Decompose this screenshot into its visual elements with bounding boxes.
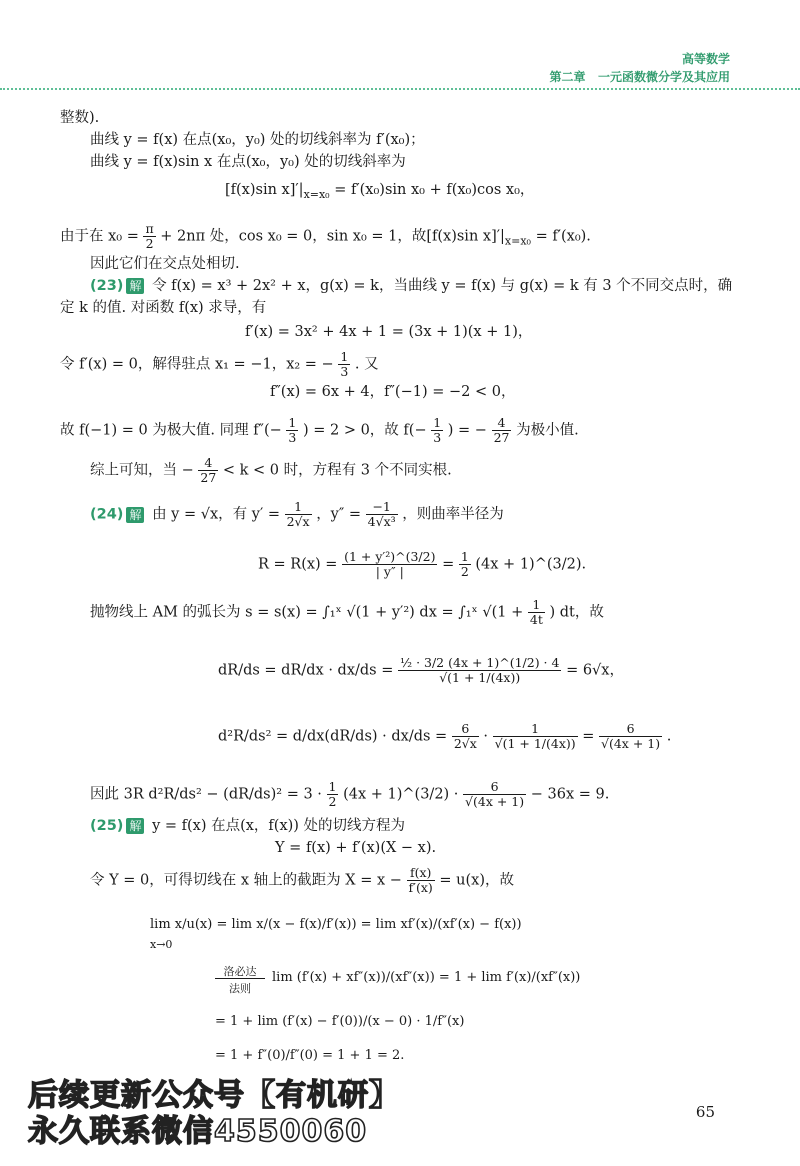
numerator: 6	[626, 721, 635, 736]
numerator: 4	[204, 455, 213, 470]
fraction	[452, 722, 479, 751]
formula-part: (4x + 1)^(3/2).	[475, 556, 587, 573]
fraction	[407, 866, 435, 895]
fraction	[285, 500, 312, 529]
formula-part: dR/ds = dR/dx · dx/ds =	[218, 662, 394, 679]
text-part: ) = 2 > 0，故 f(−	[302, 422, 427, 439]
text-line: 定 k 的值. 对函数 f(x) 求导，有	[60, 300, 267, 316]
numerator: 1	[288, 415, 297, 430]
text-line	[60, 416, 579, 445]
text-part: 为极小值.	[516, 422, 579, 439]
denominator: f′(x)	[408, 880, 433, 895]
denominator: 3	[340, 364, 349, 379]
text-part: = f′(x₀).	[535, 228, 591, 245]
formula-line: = 1 + lim (f′(x) − f′(0))/(x − 0) · 1/f″(x)	[215, 1014, 465, 1029]
formula-part: d²R/ds² = d/dx(dR/ds) · dx/ds =	[218, 728, 448, 745]
formula-line: Y = f(x) + f′(x)(X − x).	[275, 840, 437, 856]
text-part: 令 Y = 0，可得切线在 x 轴上的截距为 X = x −	[90, 872, 402, 889]
text-line	[90, 456, 452, 485]
text-line: 整数).	[60, 110, 100, 126]
question-24	[90, 500, 504, 529]
numerator: 4	[497, 415, 506, 430]
numerator: 6	[490, 779, 499, 794]
question-number: (24)	[90, 506, 124, 523]
text-part: = u(x)，故	[439, 872, 514, 889]
question-25	[90, 816, 405, 836]
denominator: √(4x + 1)	[465, 794, 525, 809]
text-part: 综上可知，当 −	[90, 462, 194, 479]
numerator: ½ · 3/2 (4x + 1)^(1/2) · 4	[399, 655, 560, 670]
question-text: 令 f(x) = x³ + 2x² + x，g(x) = k，当曲线 y = f(x) 与 g(x) = k 有 3 个不同交点时，确	[152, 278, 733, 294]
text-part: 由 y = √x，有 y′ =	[152, 506, 280, 523]
text-part: ) = −	[447, 422, 487, 439]
limit-subscript: x→0	[150, 938, 173, 951]
fraction	[398, 656, 561, 685]
subscript: x=x₀	[504, 234, 531, 248]
denominator: 4√x³	[367, 514, 396, 529]
denominator: 27	[200, 470, 217, 485]
denominator: 27	[493, 430, 510, 445]
formula-part: [f(x)sin x]′|	[225, 182, 304, 198]
fraction	[492, 416, 512, 445]
text-line	[90, 598, 604, 627]
denominator: √(1 + 1/(4x))	[494, 736, 576, 751]
fraction	[599, 722, 662, 751]
numerator: 1	[531, 721, 540, 736]
fraction	[431, 416, 443, 445]
text-part: 抛物线上 AM 的弧长为 s = s(x) = ∫₁ˣ √(1 + y′²) dx = ∫₁ˣ √(1 +	[90, 604, 524, 621]
watermark-line-2: 永久联系微信4550060	[28, 1114, 368, 1149]
denominator: 3	[288, 430, 297, 445]
watermark-line-1: 后续更新公众号【有机研】	[28, 1078, 400, 1113]
formula-part: = f′(x₀)sin x₀ + f(x₀)cos x₀，	[334, 182, 535, 198]
fraction	[327, 780, 339, 809]
fraction	[143, 222, 155, 251]
text-part: 故 f(−1) = 0 为极大值. 同理 f″(−	[60, 422, 282, 439]
text-line	[90, 780, 609, 809]
text-part: − 36x = 9.	[530, 786, 610, 803]
formula-part: = 6√x，	[566, 662, 624, 679]
fraction	[338, 350, 350, 379]
text-part: < k < 0 时，方程有 3 个不同实根.	[222, 462, 452, 479]
fraction	[342, 550, 437, 579]
text-line: 曲线 y = f(x)sin x 在点(x₀，y₀) 处的切线斜率为	[90, 154, 406, 170]
text-part: ，y″ =	[316, 506, 362, 523]
formula-line: = 1 + f″(0)/f″(0) = 1 + 1 = 2.	[215, 1048, 405, 1063]
formula-line	[225, 180, 534, 205]
formula-line: lim (f′(x) + xf″(x))/(xf″(x)) = 1 + lim f′(x)/(xf″(x))	[272, 970, 581, 985]
subscript: x=x₀	[303, 187, 330, 201]
numerator: 6	[461, 721, 470, 736]
denominator: | y″ |	[342, 564, 437, 579]
page-number: 65	[695, 1103, 715, 1121]
solution-badge: 解	[126, 278, 144, 294]
text-line	[60, 350, 379, 379]
text-part: 令 f′(x) = 0，解得驻点 x₁ = −1，x₂ = −	[60, 356, 334, 373]
fraction	[366, 500, 398, 529]
rule-caption-top: 洛必达	[223, 965, 257, 978]
formula-line: f′(x) = 3x² + 4x + 1 = (3x + 1)(x + 1)，	[245, 324, 533, 340]
solution-badge: 解	[126, 818, 144, 834]
formula-part: R = R(x) =	[258, 556, 338, 573]
numerator: f(x)	[409, 865, 432, 880]
denominator: 2	[328, 794, 337, 809]
header-divider	[0, 88, 800, 90]
chapter-title: 第二章 一元函数微分学及其应用	[549, 70, 730, 84]
numerator: 1	[328, 779, 337, 794]
formula-line	[258, 550, 586, 579]
fraction	[198, 456, 218, 485]
denominator: √(1 + 1/(4x))	[398, 670, 561, 685]
fraction	[286, 416, 298, 445]
denominator: 4t	[529, 612, 543, 627]
denominator: √(4x + 1)	[601, 736, 661, 751]
numerator: −1	[372, 499, 391, 514]
text-part: 由于在 x₀ =	[60, 228, 139, 245]
question-number: (23)	[90, 278, 124, 294]
question-23	[90, 276, 732, 296]
denominator: 2√x	[286, 514, 310, 529]
numerator: π	[145, 221, 154, 236]
formula-line: f″(x) = 6x + 4，f″(−1) = −2 < 0，	[270, 384, 516, 400]
text-part: ，则曲率半径为	[402, 506, 504, 523]
denominator: 2	[143, 236, 155, 251]
text-part: 因此 3R d²R/ds² − (dR/ds)² = 3 ·	[90, 786, 322, 803]
question-number: (25)	[90, 818, 124, 834]
numerator: 1	[532, 597, 541, 612]
text-line	[90, 866, 514, 895]
fraction	[528, 598, 545, 627]
text-part: + 2nπ 处，cos x₀ = 0，sin x₀ = 1，故[f(x)sin x]′|	[160, 228, 505, 245]
text-line: 曲线 y = f(x) 在点(x₀，y₀) 处的切线斜率为 f′(x₀)；	[90, 132, 425, 148]
numerator: 1	[340, 349, 349, 364]
formula-part: .	[666, 728, 672, 745]
question-text: y = f(x) 在点(x，f(x)) 处的切线方程为	[152, 818, 406, 834]
fraction	[493, 722, 578, 751]
fraction	[463, 780, 526, 809]
text-part: ) dt，故	[549, 604, 604, 621]
formula-part: =	[442, 556, 455, 573]
text-line: 因此它们在交点处相切.	[90, 256, 240, 272]
formula-part: =	[582, 728, 595, 745]
numerator: (1 + y′²)^(3/2)	[344, 549, 436, 564]
numerator: 1	[294, 499, 303, 514]
text-line	[60, 222, 591, 251]
formula-part: lim x/u(x) = lim x/(x − f(x)/f′(x)) = lim xf′(x)/(xf′(x) − f(x))	[150, 917, 522, 932]
fraction	[459, 550, 471, 579]
formula-line	[218, 722, 671, 751]
denominator: 3	[433, 430, 442, 445]
formula-part: ·	[483, 728, 489, 745]
formula-line	[150, 915, 522, 935]
formula-line	[218, 656, 624, 685]
numerator: 1	[433, 415, 442, 430]
rule-caption-bottom: 法则	[215, 978, 265, 999]
solution-badge: 解	[126, 507, 144, 523]
denominator: 2√x	[453, 736, 477, 751]
denominator: 2	[460, 564, 469, 579]
book-title: 高等数学	[681, 52, 730, 66]
numerator: 1	[460, 549, 469, 564]
text-part: (4x + 1)^(3/2) ·	[343, 786, 459, 803]
text-part: . 又	[354, 356, 379, 373]
